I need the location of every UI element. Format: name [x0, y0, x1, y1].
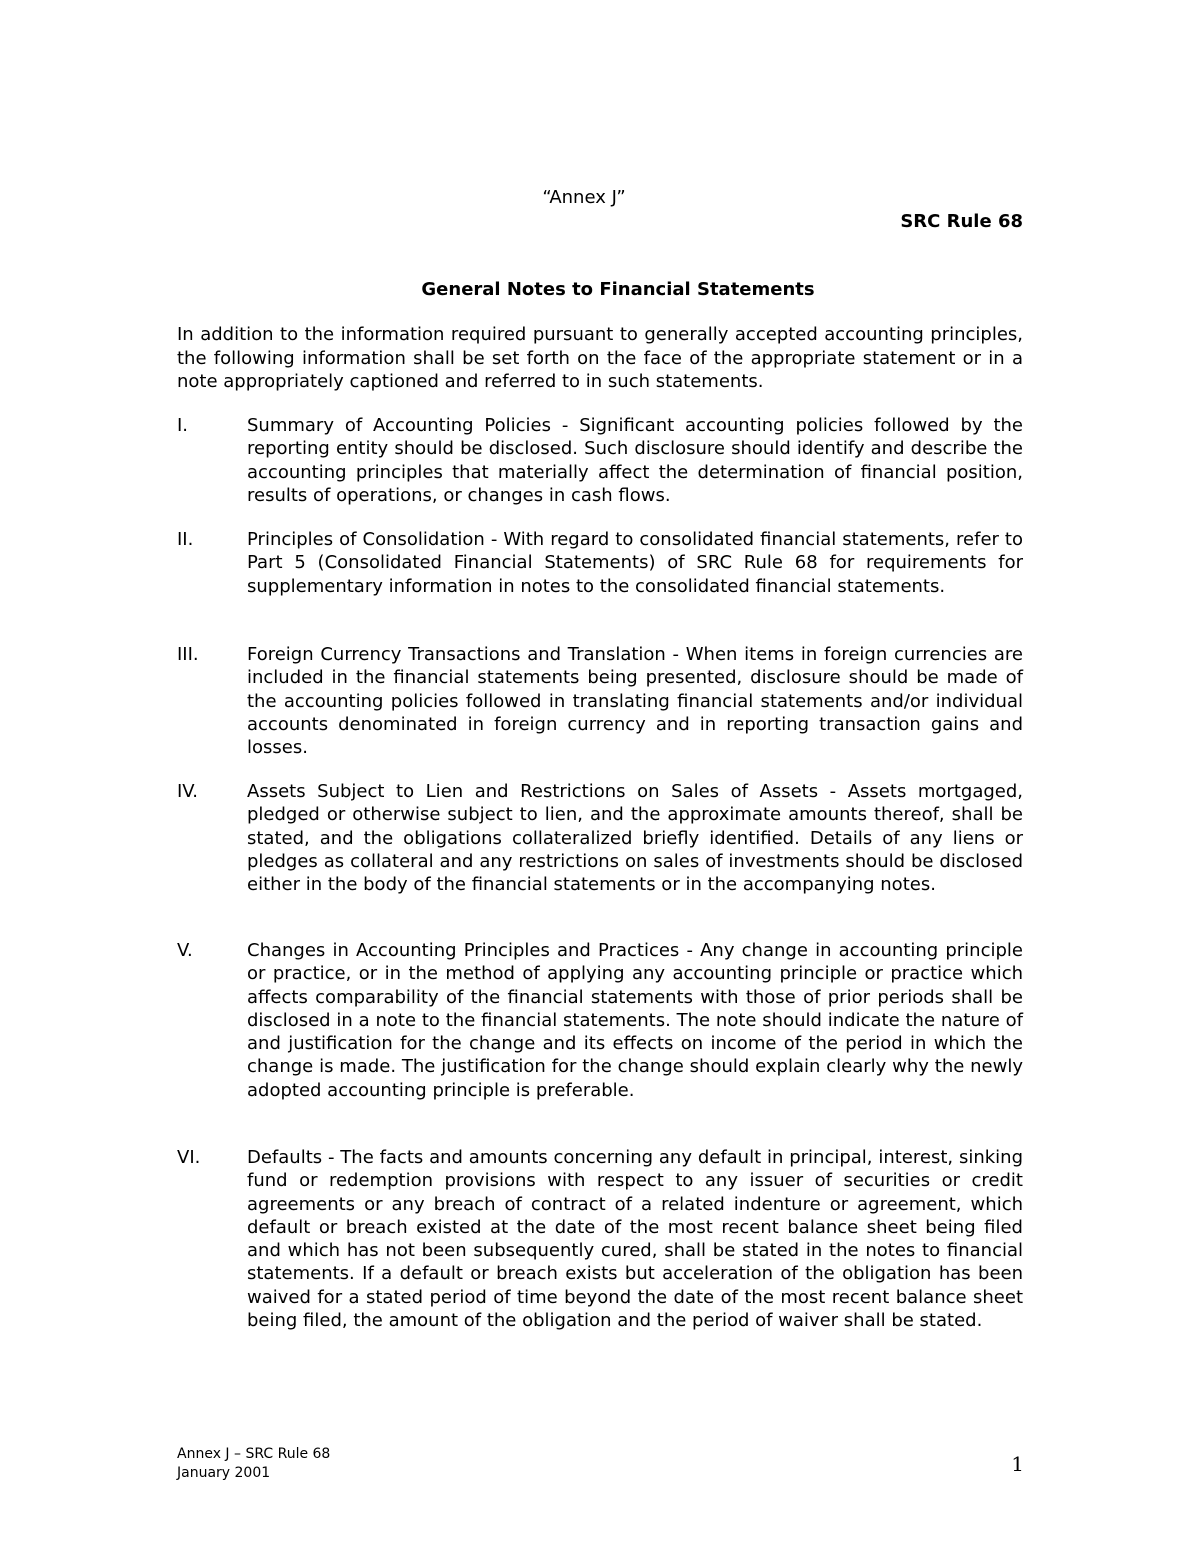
page-title: General Notes to Financial Statements — [421, 279, 815, 300]
section-principles-of-consolidation — [177, 528, 1023, 598]
section-numeral: V. — [177, 940, 193, 961]
section-defaults — [177, 1146, 1023, 1332]
section-numeral: IV. — [177, 781, 199, 802]
section-numeral: II. — [177, 529, 194, 550]
section-summary-of-accounting-policies — [177, 414, 1023, 507]
section-numeral: III. — [177, 644, 199, 665]
annex-title: “Annex J” — [542, 187, 626, 208]
footer-info — [177, 1445, 330, 1483]
section-changes-in-accounting-principles — [177, 939, 1023, 1102]
section-assets-subject-to-lien — [177, 780, 1023, 896]
rule-title: SRC Rule 68 — [900, 211, 1023, 232]
section-numeral: VI. — [177, 1147, 201, 1168]
footer-date: January 2001 — [177, 1465, 271, 1481]
section-text: Summary of Accounting Policies - Significant accounting policies followed by the reporting entity should be disclosed. Such disclosure should identify and describe the accounting principles that materially affect the determination of financial position, results of operations, or changes in cash flows. — [247, 415, 1023, 506]
footer-document-name: Annex J – SRC Rule 68 — [177, 1446, 331, 1462]
section-text: Defaults - The facts and amounts concerning any default in principal, interest, sinking fund or redemption provisions with respect to any issuer of securities or credit agreements or any breach of contract of a related indenture or agreement, which default or breach existed at the date of the most recent balance sheet being filed and which has not been subsequently cured, shall be stated in the notes to financial statements. If a default or breach exists but acceleration of the obligation has been waived for a stated period of time beyond the date of the most recent balance sheet being filed, the amount of the obligation and the period of waiver shall be stated. — [247, 1147, 1023, 1332]
section-text: Changes in Accounting Principles and Practices - Any change in accounting principle or practice, or in the method of applying any accounting principle or practice which affects comparability of the financial statements with those of prior periods shall be disclosed in a note to the financial statements. The note should indicate the nature of and justification for the change and its effects on income of the period in which the change is made. The justification for the change should explain clearly why the newly adopted accounting principle is preferable. — [247, 940, 1023, 1101]
intro-paragraph: In addition to the information required pursuant to generally accepted accounting principles, the following information shall be set forth on the face of the appropriate statement or in a note appropriately captioned and referred to in such statements. — [177, 324, 1023, 392]
section-text: Assets Subject to Lien and Restrictions on Sales of Assets - Assets mortgaged, pledged or otherwise subject to lien, and the approximate amounts thereof, shall be stated, and the obligations collateralized briefly identified. Details of any liens or pledges as collateral and any restrictions on sales of investments should be disclosed either in the body of the financial statements or in the accompanying notes. — [247, 781, 1023, 896]
section-text: Principles of Consolidation - With regard to consolidated financial statements, refer to Part 5 (Consolidated Financial Statements) of SRC Rule 68 for requirements for supplementary information in notes to the consolidated financial statements. — [247, 529, 1023, 597]
section-numeral: I. — [177, 415, 189, 436]
section-foreign-currency — [177, 643, 1023, 759]
page-number: 1 — [1011, 1452, 1024, 1476]
section-text: Foreign Currency Transactions and Translation - When items in foreign currencies are included in the financial statements being presented, disclosure should be made of the accounting policies followed in translating financial statements and/or individual accounts denominated in foreign currency and in reporting transaction gains and losses. — [247, 644, 1023, 759]
